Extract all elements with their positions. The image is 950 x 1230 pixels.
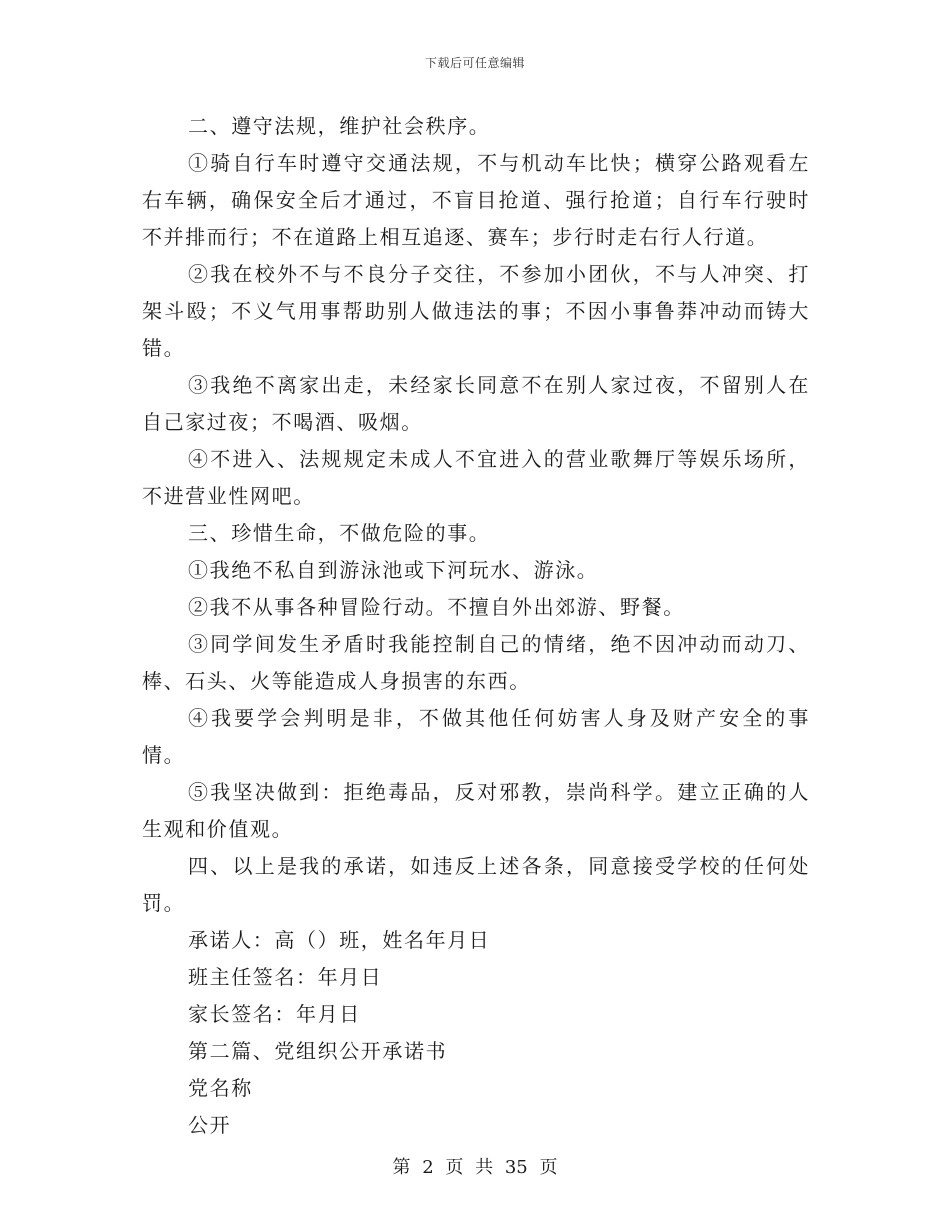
page-header-note: 下载后可任意编辑 (424, 56, 525, 70)
paragraph: 党名称 (188, 1076, 253, 1100)
paragraph: ④不进入、法规规定未成人不宜进入的营业歌舞厅等娱乐场所，不进营业性网吧。 (142, 447, 810, 508)
signature-line-teacher: 班主任签名：年月日 (188, 965, 383, 989)
paragraph: 二、遵守法规，维护社会秩序。 (188, 114, 491, 138)
paragraph: ④我要学会判明是非，不做其他任何妨害人身及财产安全的事情。 (142, 706, 810, 767)
paragraph: ③同学间发生矛盾时我能控制自己的情绪，绝不因冲动而动刀、棒、石头、火等能造成人身损害的东西。 (142, 632, 810, 693)
section-title: 第二篇、党组织公开承诺书 (188, 1039, 448, 1063)
paragraph: ①骑自行车时遵守交通法规，不与机动车比快；横穿公路观看左右车辆，确保安全后才通过，不盲目抢道、强行抢道；自行车行驶时不并排而行；不在道路上相互追逐、赛车；步行时走右行人行道。 (142, 151, 810, 249)
signature-line-promiser: 承诺人：高（）班，姓名年月日 (188, 928, 491, 952)
page-number: 第 2 页 共 35 页 (392, 1157, 558, 1178)
paragraph: ⑤我坚决做到：拒绝毒品，反对邪教，崇尚科学。建立正确的人生观和价值观。 (142, 780, 810, 841)
paragraph: 公开 (188, 1113, 232, 1137)
signature-line-parent: 家长签名：年月日 (188, 1002, 361, 1026)
document-body (142, 108, 810, 1144)
paragraph: 四、以上是我的承诺，如违反上述各条，同意接受学校的任何处罚。 (142, 854, 810, 915)
paragraph: ①我绝不私自到游泳池或下河玩水、游泳。 (188, 558, 599, 582)
paragraph: 三、珍惜生命，不做危险的事。 (188, 521, 491, 545)
paragraph: ②我在校外不与不良分子交往，不参加小团伙，不与人冲突、打架斗殴；不义气用事帮助别人做违法的事；不因小事鲁莽冲动而铸大错。 (142, 262, 810, 360)
paragraph: ③我绝不离家出走，未经家长同意不在别人家过夜，不留别人在自己家过夜；不喝酒、吸烟。 (142, 373, 810, 434)
paragraph: ②我不从事各种冒险行动。不擅自外出郊游、野餐。 (188, 595, 685, 619)
